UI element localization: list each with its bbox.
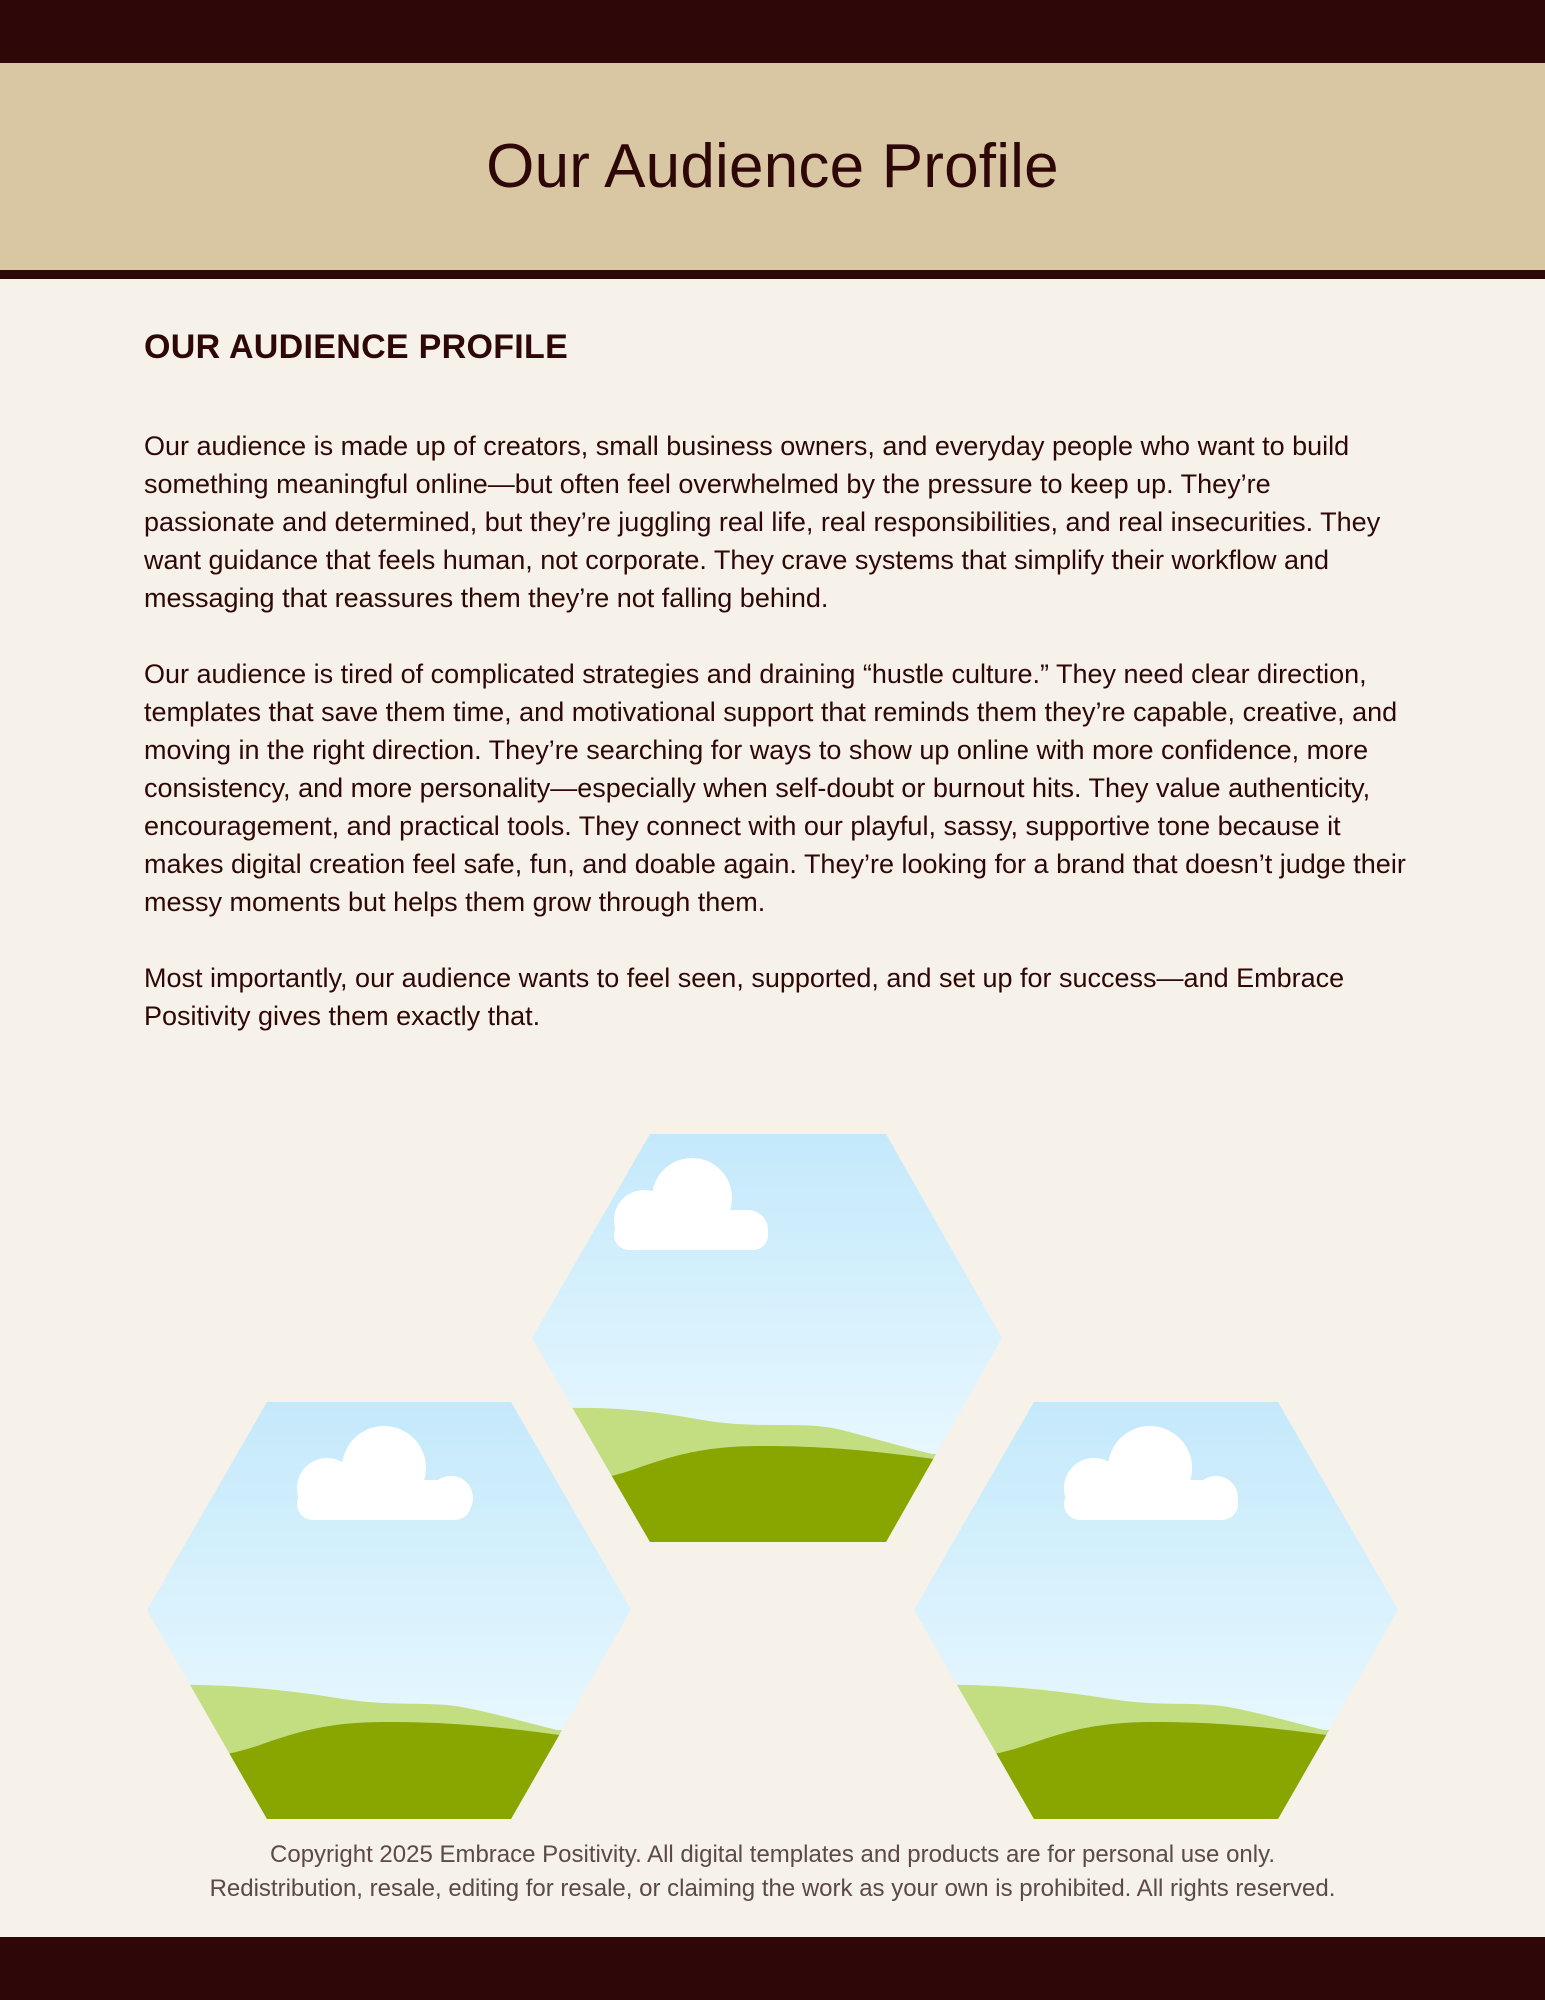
copyright-line-1: Copyright 2025 Embrace Positivity. All digital templates and products are for personal use only. [270, 1841, 1275, 1868]
copyright-footer [0, 1838, 1545, 1906]
copyright-line-2: Redistribution, resale, editing for resale, or claiming the work as your own is prohibited. All rights reserved. [209, 1875, 1336, 1902]
landscape-placeholder-icon [147, 1402, 631, 1819]
hexagon-landscape-image-left [147, 1402, 631, 1819]
top-dark-band [0, 0, 1545, 63]
hexagon-landscape-image-right [914, 1402, 1398, 1819]
paragraph-1: Our audience is made up of creators, small business owners, and everyday people who want to build something meaningful online—but often feel overwhelmed by the pressure to keep up. They’re passionate and determined, but they’re juggling real life, real responsibilities, and real insecurities. They want guidance that feels human, not corporate. They crave systems that simplify their workflow and messaging that reassures them they’re not falling behind. [144, 431, 1381, 613]
paragraph-3: Most importantly, our audience wants to feel seen, supported, and set up for success—and Embrace Positivity gives them exactly that. [144, 963, 1345, 1031]
paragraph-2: Our audience is tired of complicated strategies and draining “hustle culture.” They need clear direction, templates that save them time, and motivational support that reminds them they’re capable, creative, and moving in the right direction. They’re searching for ways to show up online with more confidence, more consistency, and more personality—especially when self-doubt or burnout hits. They value authenticity, encouragement, and practical tools. They connect with our playful, sassy, supportive tone because it makes digital creation feel safe, fun, and doable again. They’re looking for a brand that doesn’t judge their messy moments but helps them grow through them. [144, 659, 1406, 917]
section-heading: OUR AUDIENCE PROFILE [144, 328, 569, 366]
body-text [144, 427, 1406, 1073]
landscape-placeholder-icon [914, 1402, 1398, 1819]
bottom-dark-band [0, 1937, 1545, 2000]
page-title: Our Audience Profile [486, 132, 1059, 201]
title-divider [0, 270, 1545, 279]
title-banner [0, 63, 1545, 270]
